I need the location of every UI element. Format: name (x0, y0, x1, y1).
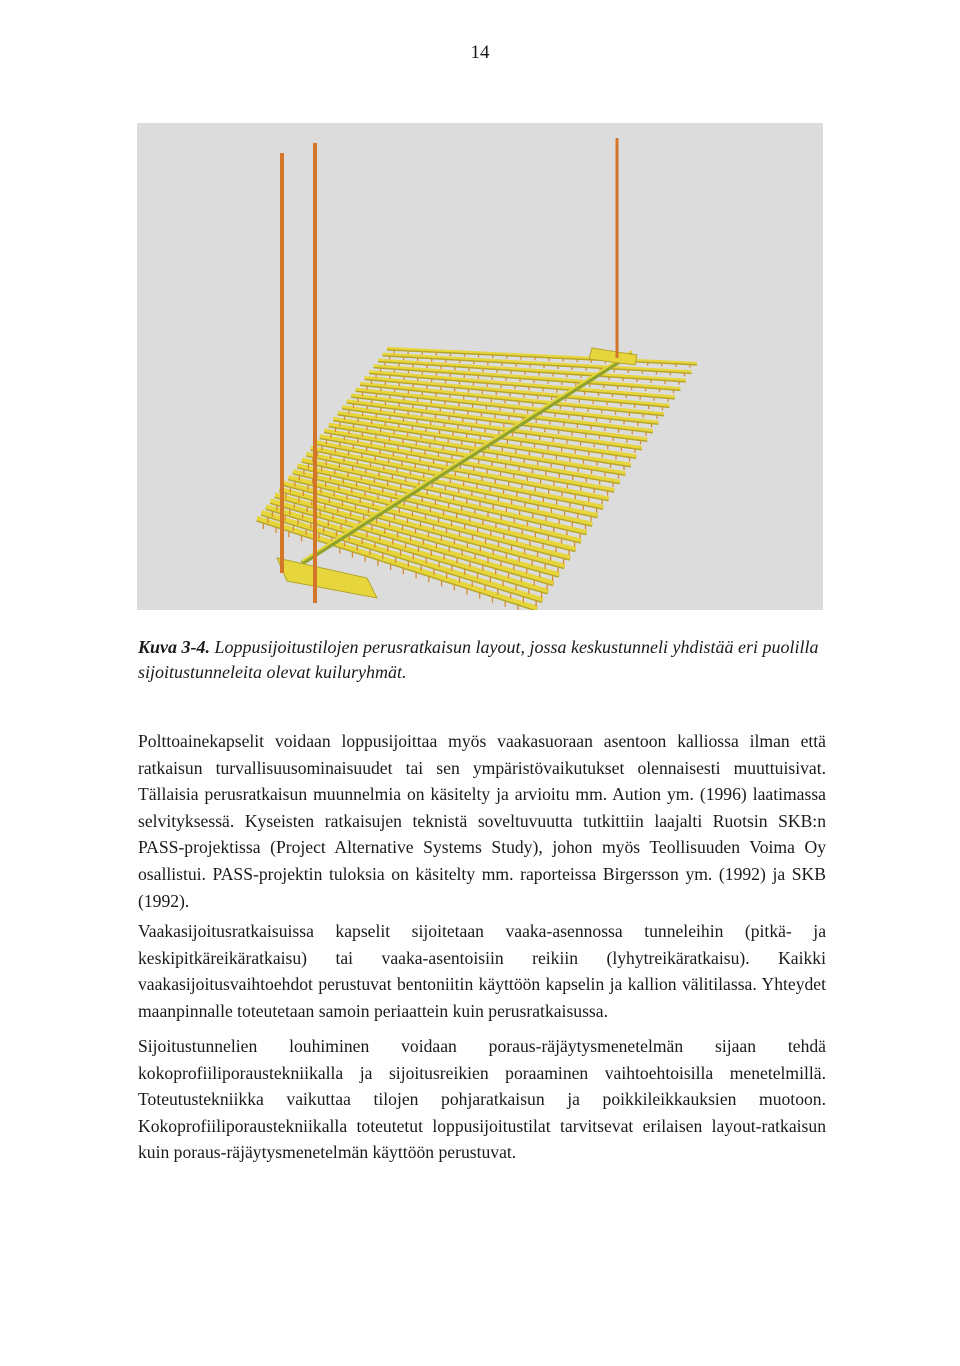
paragraph-2: Vaakasijoitusratkaisuissa kapselit sijoitetaan vaaka-asennossa tunneleihin (pitkä- ja keskipitkäreikäratkaisu) tai vaaka-asentoisiin reikiin (lyhytreikäratkaisu). Kaikki vaakasijoitusvaihtoehdot perustuvat bentoniitin käyttöön kapselin ja kallion välitilassa. Yhteydet maanpinnalle toteutetaan samoin periaattein kuin perusratkaisussa. (138, 921, 826, 1021)
paragraph-1: Polttoainekapselit voidaan loppusijoittaa myös vaakasuoraan asentoon kalliossa ilman että ratkaisun turvallisuusominaisuudet tai sen ympäristövaikutukset olennaisesti muuttuisivat. Tällaisia perusratkaisun muunnelmia on käsitelty ja arvioitu mm. Aution ym. (1996) laatimassa selvityksessä. Kyseisten ratkaisujen teknistä soveltuvuutta tutkittiin laajalti Ruotsin SKB:n PASS-projektissa (Project Alternative Systems Study), johon myös Teollisuuden Voima Oy osallistui. PASS-projektin tuloksia on käsitelty mm. raporteissa Birgersson ym. (1992) ja SKB (1992). (138, 731, 826, 911)
figure-caption (138, 635, 828, 685)
caption-text: Loppusijoitustilojen perusratkaisun layout, jossa keskustunneli yhdistää eri puolilla sijoitustunneleita olevat kuiluryhmät. (138, 637, 819, 682)
repository-layout-illustration (137, 123, 823, 610)
paragraph-3: Sijoitustunnelien louhiminen voidaan poraus-räjäytysmenetelmän sijaan tehdä kokoprofiiliporaustekniikalla ja sijoitusreikien poraaminen vaihtoehtoisilla menetelmillä. Toteutustekniikka vaikuttaa tilojen pohjaratkaisun ja poikkileikkauksien muotoon. Kokoprofiiliporaustekniikalla toteutetut loppusijoitustilat tarvitsevat erilaisen layout-ratkaisun kuin poraus-räjäytysmenetelmän käyttöön perustuvat. (138, 1036, 826, 1163)
page-number: 14 (470, 42, 490, 63)
caption-label: Kuva 3-4. (138, 637, 210, 657)
repository-layout-figure (137, 123, 823, 610)
